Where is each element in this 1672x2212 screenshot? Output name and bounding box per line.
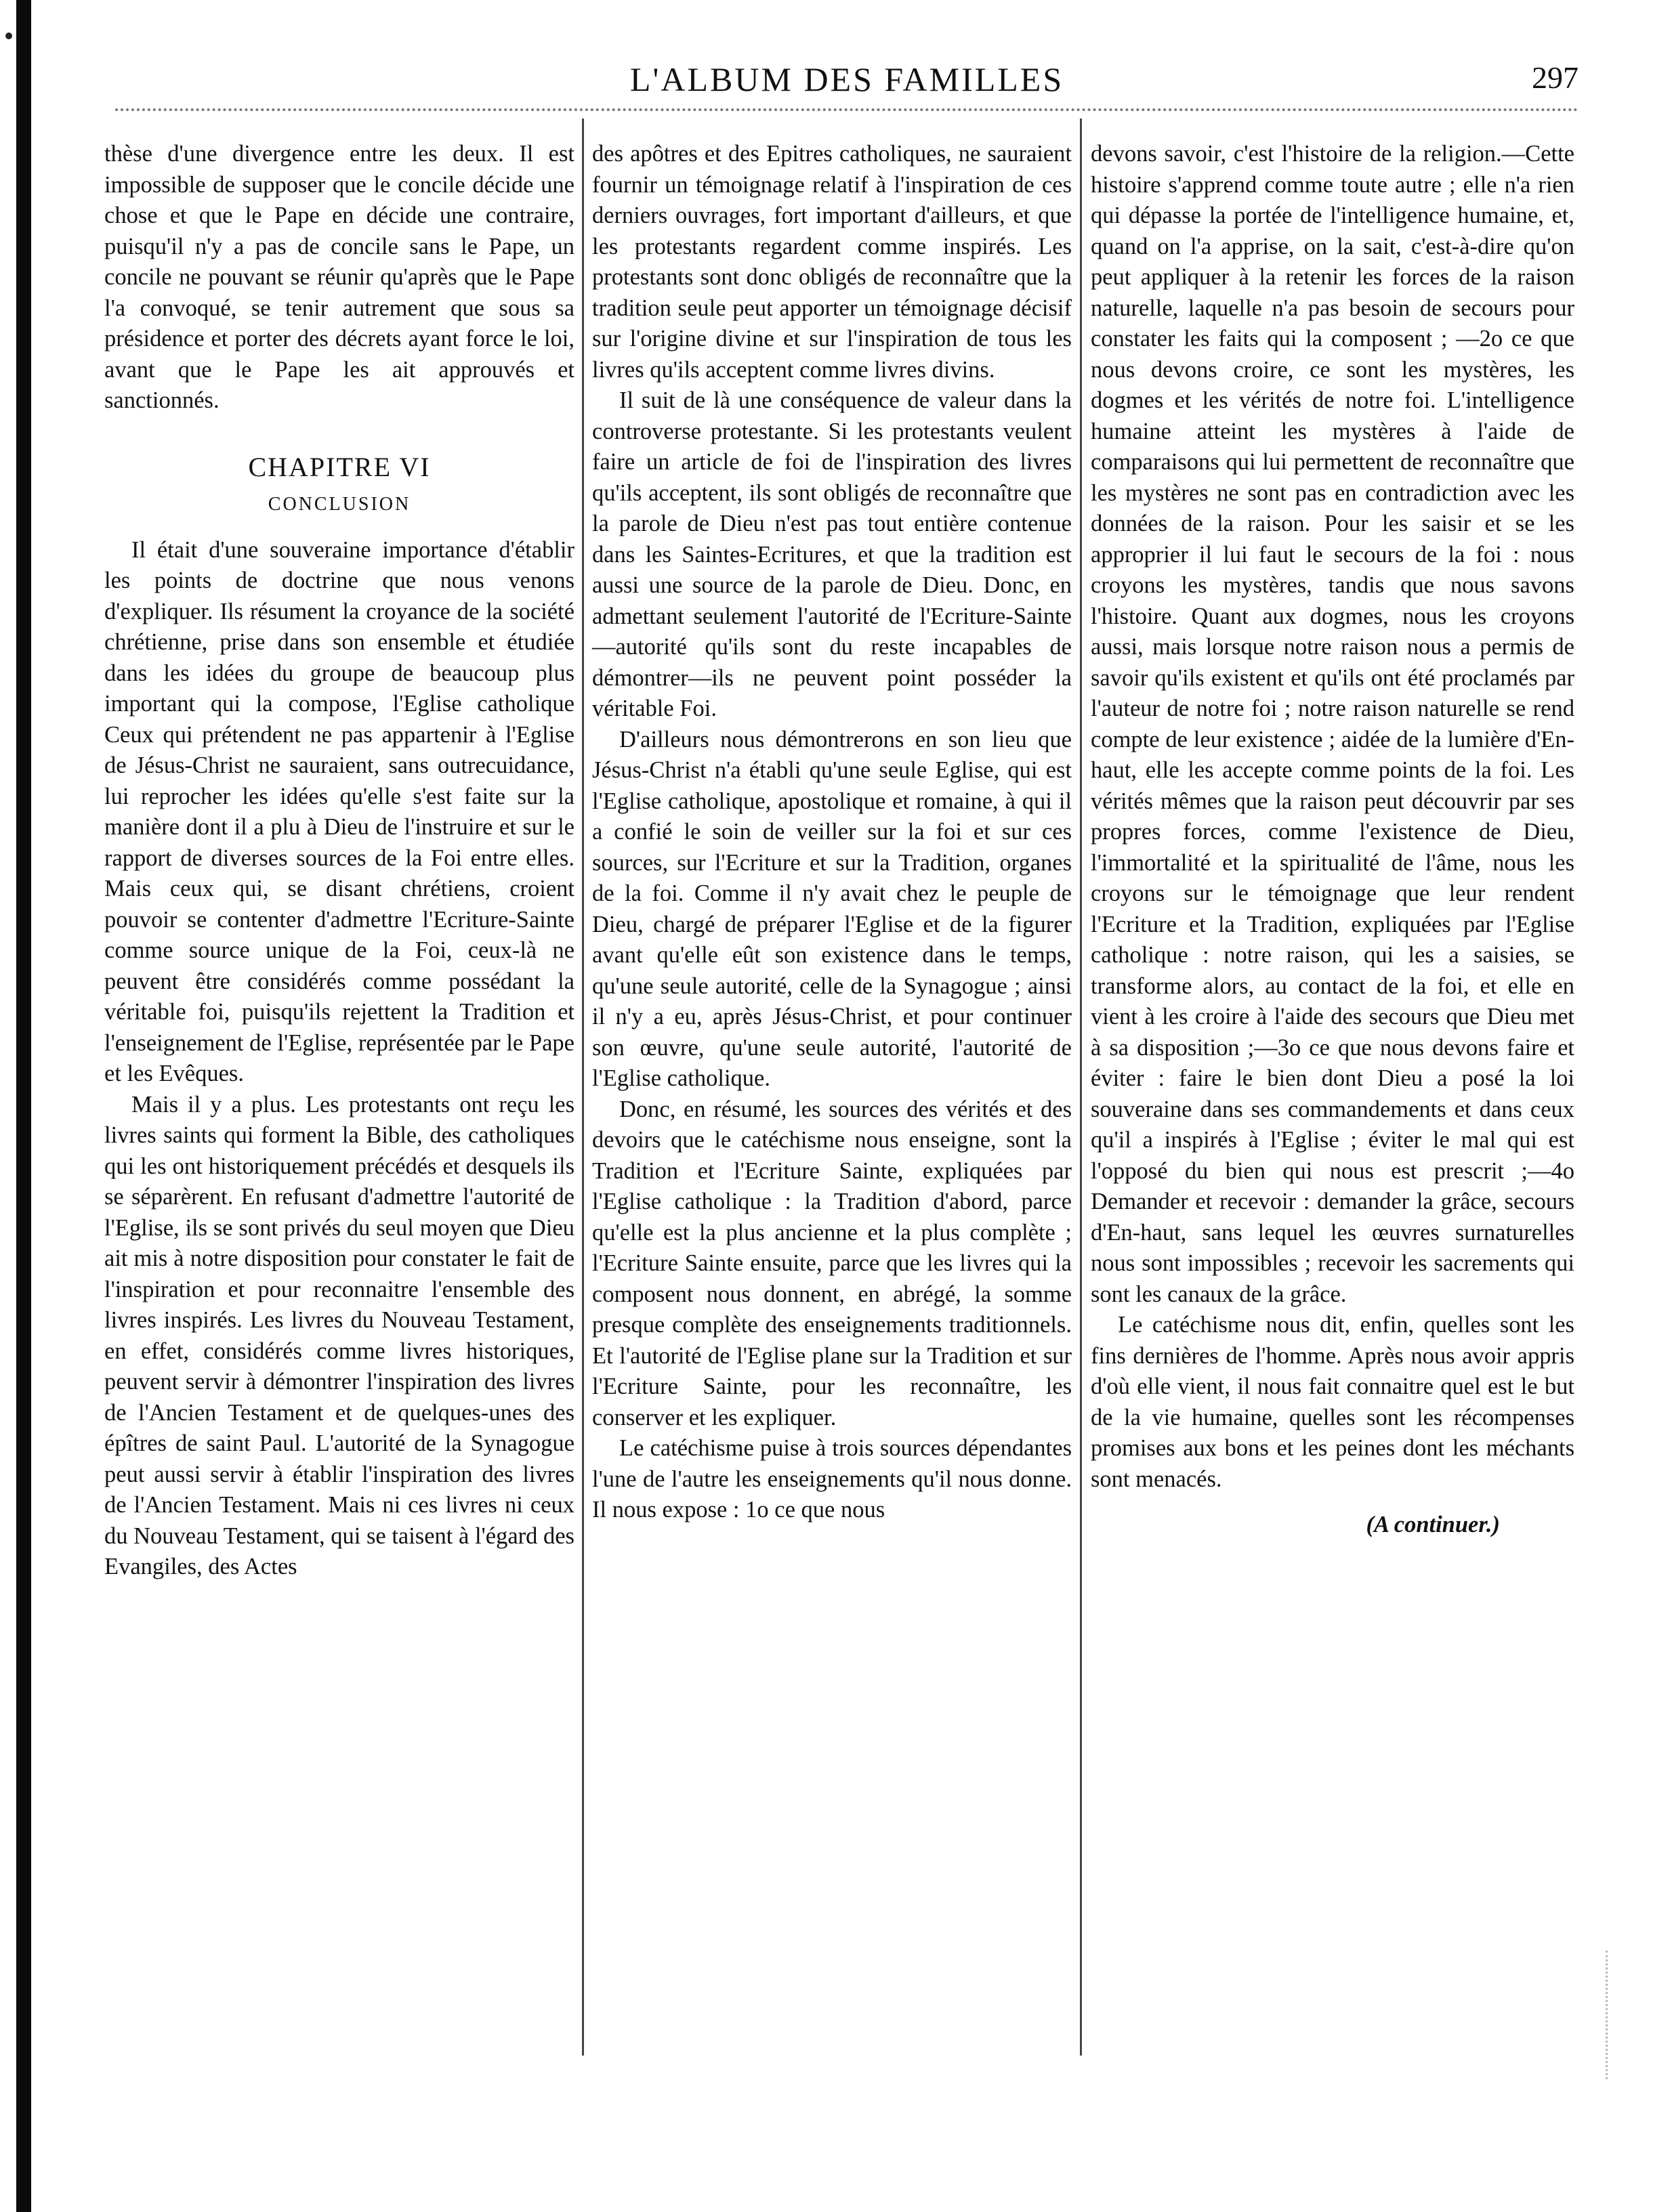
paragraph: des apôtres et des Epitres catholiques, ne sauraient fournir un témoignage relatif à l'inspiration de ces derniers ouvrages, fort important d'ailleurs, et que les protestants regardent comme inspirés. Les protestants sont donc obligés de reconnaître que la tradition seule peut apporter un témoignage décisif sur l'origine divine et sur l'inspiration de tous les livres qu'ils acceptent comme livres divins. [592, 141, 1072, 383]
running-title: L'ALBUM DES FAMILLES [629, 60, 1064, 98]
page-binding-edge [16, 0, 31, 2212]
page-header [115, 60, 1579, 100]
paragraph: Il suit de là une conséquence de valeur dans la controverse protestante. Si les protestants veulent faire un article de foi de l'inspiration des livres qu'ils acceptent, ils sont obligés de reconnaître que la parole de Dieu n'est pas tout entière contenue dans les Saintes-Ecritures, et que la tradition est aussi une source de la parole de Dieu. Donc, en admettant seulement l'autorité de l'Ecriture-Sainte—autorité qu'ils sont du reste incapables de démontrer—ils ne peuvent point posséder la véritable Foi. [592, 387, 1072, 721]
paragraph: Mais il y a plus. Les protestants ont reçu les livres saints qui forment la Bible, des catholiques qui les ont historiquement précédés et desquels ils se séparèrent. En refusant d'admettre l'autorité de l'Eglise, ils se sont privés du seul moyen que Dieu ait mis à notre disposition pour constater le fait de l'inspiration et pour reconnaitre l'ensemble des livres inspirés. Les livres du Nouveau Testament, en effet, considérés comme livres historiques, peuvent servir à démontrer l'inspiration des livres de l'Ancien Testament et de quelques-unes des épîtres de saint Paul. L'autorité de la Synagogue peut aussi servir à établir l'inspiration des livres de l'Ancien Testament. Mais ni ces livres ni ceux du Nouveau Testament, qui se taisent à l'égard des Evangiles, des Actes [104, 1091, 574, 1579]
chapter-subtitle: CONCLUSION [268, 494, 411, 515]
column-divider-1 [582, 119, 584, 2056]
page-number: 297 [1532, 60, 1579, 95]
paragraph: Le catéchisme nous dit, enfin, quelles sont les fins dernières de l'homme. Après nous avoir appris d'où elle vient, il nous fait connaitre quel est le but de la vie humaine, quelles sont les récompenses promises aux bons et les peines dont les méchants sont menacés. [1091, 1312, 1574, 1492]
scan-noise [1606, 1951, 1648, 2079]
to-be-continued-note: (A continuer.) [1366, 1512, 1500, 1537]
column-divider-2 [1080, 119, 1082, 2056]
paragraph: Le catéchisme puise à trois sources dépendantes l'une de l'autre les enseignements qu'il nous donne. Il nous expose : 1o ce que nous [592, 1435, 1072, 1523]
paragraph: D'ailleurs nous démontrerons en son lieu que Jésus-Christ n'a établi qu'une seule Eglise, qui est l'Eglise catholique, apostolique et romaine, à qui il a confié le soin de veiller sur la foi et sur ces sources, sur l'Ecriture et sur la Tradition, organes de la foi. Comme il n'y avait chez le peuple de Dieu, chargé de préparer l'Eglise et de la figurer avant qu'elle eût son existence dans le temps, qu'une seule autorité, celle de la Synagogue ; ainsi il n'y a eu, après Jésus-Christ, et pour continuer son œuvre, qu'une seule autorité, l'autorité de l'Eglise catholique. [592, 726, 1072, 1091]
header-rule [115, 108, 1579, 111]
paragraph: thèse d'une divergence entre les deux. Il est impossible de supposer que le concile décide une chose et que le Pape en décide une contraire, puisqu'il n'y a pas de concile sans le Pape, un concile ne pouvant se réunir qu'après que le Pape l'a convoqué, se tenir autrement que sous sa présidence et porter des décrets ayant force le loi, avant que le Pape les ait approuvés et sanctionnés. [104, 141, 574, 413]
paragraph: devons savoir, c'est l'histoire de la religion.—Cette histoire s'apprend comme toute autre ; elle n'a rien qui dépasse la portée de l'intelligence humaine, et, quand on l'a apprise, on la sait, c'est-à-dire qu'on peut appliquer à la retenir les forces de la raison naturelle, laquelle n'a pas besoin de secours pour constater les faits qui la composent ; —2o ce que nous devons croire, ce sont les mystères, les dogmes et les vérités de notre foi. L'intelligence humaine atteint les mystères à l'aide de comparaisons qui lui permettent de reconnaître que les mystères ne sont pas en contradiction avec les données de la raison. Pour les saisir et se les approprier il lui faut le secours de la foi : nous croyons les mystères, tandis que nous savons l'histoire. Quant aux dogmes, nous les croyons aussi, mais lorsque notre raison nous a permis de savoir qu'ils existent et qu'ils ont été proclamés par l'auteur de notre foi ; notre raison naturelle se rend compte de leur existence ; aidée de la lumière d'En-haut, elle les accepte comme points de la foi. Les vérités mêmes que la raison peut découvrir par ses propres forces, comme l'existence de Dieu, l'immortalité et la spiritualité de l'âme, nous les croyons sur le témoignage que leur rendent l'Ecriture et la Tradition, expliquées par l'Eglise catholique : notre raison, qui les a saisies, se transforme alors, au contact de la foi, et elle en vient à les croire à l'aide des secours que Dieu met à sa disposition ;—3o ce que nous devons faire et éviter : faire le bien dont Dieu a posé la loi souveraine dans ses commandements et dans ceux qu'il a inspirés à l'Eglise ; éviter le mal qui est l'opposé du bien qui nous est prescrit ;—4o Demander et recevoir : demander la grâce, secours d'En-haut, sans lequel les œuvres surnaturelles nous sont impossibles ; recevoir les sacrements qui sont les canaux de la grâce. [1091, 141, 1574, 1307]
paragraph: Donc, en résumé, les sources des vérités et des devoirs que le catéchisme nous enseigne, sont la Tradition et l'Ecriture Sainte, expliquées par l'Eglise catholique : la Tradition d'abord, parce qu'elle est la plus ancienne et la plus complète ; l'Ecriture Sainte ensuite, parce que les livres qui la composent nous donnent, en abrégé, la somme presque complète des enseignements traditionnels. Et l'autorité de l'Eglise plane sur la Tradition et sur l'Ecriture Sainte, pour les reconnaître, les conserver et les expliquer. [592, 1096, 1072, 1430]
column-2 [592, 139, 1072, 1526]
ink-mark [5, 33, 12, 39]
chapter-title: CHAPITRE VI [248, 451, 431, 482]
column-3 [1091, 139, 1574, 1541]
column-1 [104, 139, 574, 1583]
paragraph: Il était d'une souveraine importance d'établir les points de doctrine que nous venons d'expliquer. Ils résument la croyance de la société chrétienne, prise dans son ensemble et étudiée dans les idées du groupe de beaucoup plus important qui la compose, l'Eglise catholique Ceux qui prétendent ne pas appartenir à l'Eglise de Jésus-Christ ne sauraient, sans outrecuidance, lui reprocher les idées qu'elle s'est faite sur la manière dont il a plu à Dieu de l'instruire et sur le rapport de diverses sources de la Foi entre elles. Mais ceux qui, se disant chrétiens, croient pouvoir se contenter d'admettre l'Ecriture-Sainte comme source unique de la Foi, ceux-là ne peuvent être considérés comme possédant la véritable foi, puisqu'ils rejettent la Tradition et l'enseignement de l'Eglise, représentée par le Pape et les Evêques. [104, 536, 574, 1086]
